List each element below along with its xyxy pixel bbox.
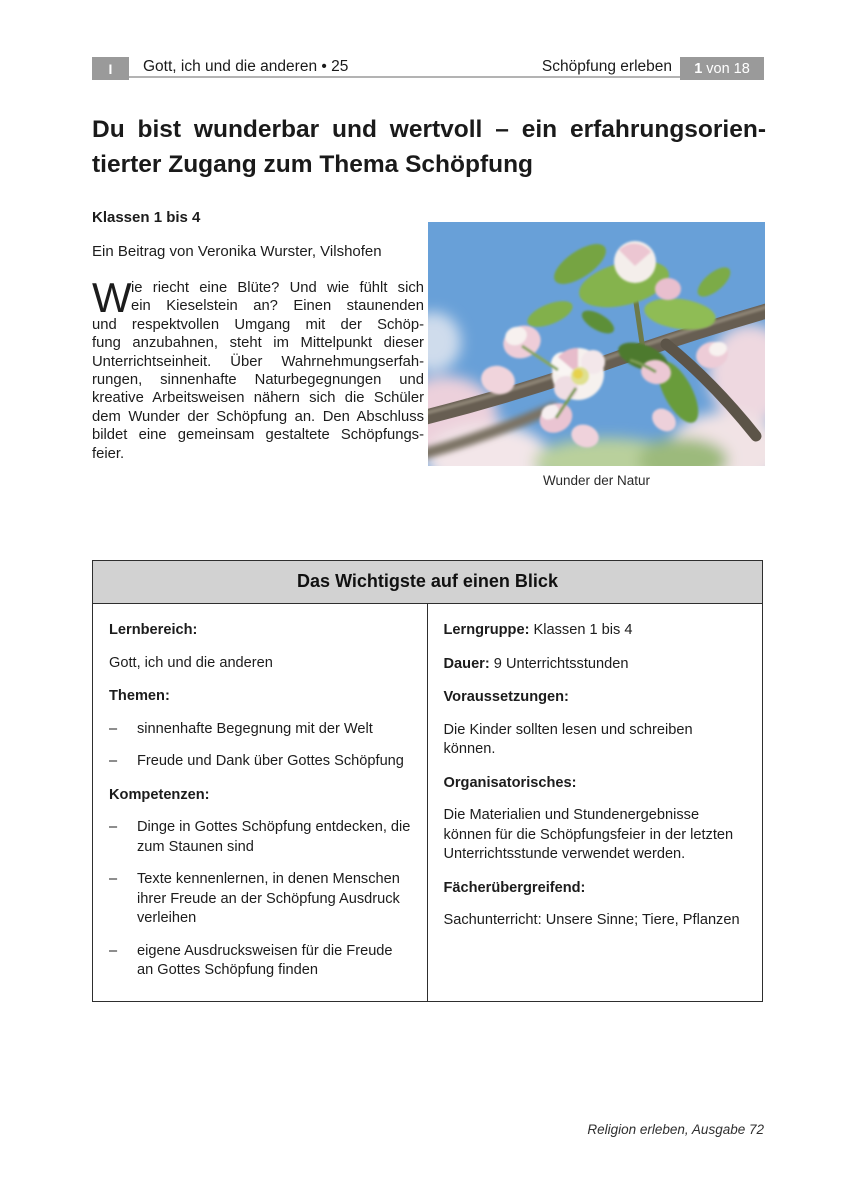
- page-header: [92, 57, 764, 82]
- grade-label: Klassen 1 bis 4: [92, 209, 201, 226]
- header-right-title: Schöpfung erleben: [541, 58, 672, 75]
- lernbereich-label: Lernbereich:: [109, 622, 198, 638]
- faecheruebergreifend-label: Fächerübergreifend:: [443, 879, 586, 896]
- page-current: 1: [694, 60, 703, 77]
- page-footer-imprint: Religion erleben, Ausgabe 72: [587, 1122, 764, 1137]
- intro-line: Unterrichtseinheit. Über Wahrnehmungserfah-: [92, 353, 424, 370]
- list-item-text: Freude und Dank über Gottes Schöpfung: [137, 753, 404, 769]
- byline: Ein Beitrag von Veronika Wurster, Vilshofen: [92, 243, 382, 260]
- overview-right-cell: [428, 604, 763, 1001]
- voraussetzungen-label: Voraussetzungen:: [443, 689, 569, 705]
- overview-box-title: Das Wichtigste auf einen Blick: [93, 561, 762, 604]
- list-item: [109, 942, 411, 981]
- list-item-text: eigene Ausdrucksweisen für die Freude an Gottes Schöpfung finden: [137, 942, 393, 978]
- intro-line: rungen, sinnenhafte Naturbegegnungen und: [92, 372, 424, 389]
- organisatorisches-label: Organisatorisches:: [443, 774, 577, 791]
- apple-blossom-photo: [428, 222, 765, 466]
- list-item-text: Dinge in Gottes Schöpfung entdecken, die zum Staunen sind: [137, 819, 411, 855]
- article-photo-figure: [428, 222, 765, 488]
- overview-box: [92, 560, 763, 1002]
- list-item: [109, 720, 411, 740]
- kompetenzen-label: Kompetenzen:: [109, 786, 210, 803]
- article-title-line2: tierter Zugang zum Thema Schöpfung: [92, 151, 534, 178]
- dash-bullet: –: [109, 819, 118, 835]
- header-rule: [92, 76, 764, 78]
- dropcap: W: [92, 274, 131, 321]
- photo-caption: Wunder der Natur: [542, 473, 651, 488]
- dash-bullet: –: [109, 753, 118, 769]
- intro-line: und respektvollen Umgang mit der Schöp-: [92, 316, 424, 333]
- intro-line: kreative Arbeitsweisen nähern sich die Schüler: [92, 390, 424, 407]
- list-item-text: Texte kennenlernen, in denen Menschen ihrer Freude an der Schöpfung Ausdruck verleihen: [137, 871, 400, 926]
- dash-bullet: –: [109, 720, 118, 737]
- list-item: [109, 870, 411, 929]
- intro-paragraph: [92, 274, 424, 463]
- voraussetzungen-value: Die Kinder sollten lesen und schreiben können.: [443, 721, 693, 757]
- intro-line: ein Kieselstein an? Einen staunenden: [131, 298, 424, 315]
- list-item-text: sinnenhafte Begegnung mit der Welt: [137, 720, 373, 737]
- lernbereich-value: Gott, ich und die anderen: [109, 654, 273, 671]
- page-suffix: von 18: [706, 60, 750, 77]
- article-title: [92, 112, 766, 182]
- overview-left-cell: [93, 604, 428, 1001]
- list-item: [109, 818, 411, 857]
- list-item: [109, 752, 411, 772]
- intro-line: bildet eine gemeinsam gestaltete Schöpfungs-: [92, 427, 424, 444]
- lerngruppe-value: Klassen 1 bis 4: [533, 622, 633, 638]
- section-badge: I: [92, 57, 129, 80]
- lerngruppe-label: Lerngruppe:: [443, 622, 530, 638]
- page-count-badge: [680, 57, 764, 80]
- intro-line: feier.: [92, 445, 125, 462]
- faecheruebergreifend-value: Sachunterricht: Unsere Sinne; Tiere, Pflanzen: [443, 912, 740, 928]
- dash-bullet: –: [109, 942, 118, 959]
- dauer-label: Dauer:: [443, 655, 490, 672]
- intro-line: ie riecht eine Blüte? Und wie fühlt sich: [131, 280, 424, 296]
- header-left-title: Gott, ich und die anderen • 25: [143, 58, 349, 75]
- dash-bullet: –: [109, 871, 118, 887]
- intro-line: fung anzubahnen, steht im Mittelpunkt dieser: [92, 335, 424, 352]
- themen-label: Themen:: [109, 688, 170, 704]
- organisatorisches-value: Die Materialien und Stundenergebnisse können für die Schöpfungsfeier in der letzten Unterrichtsstunde verwendet werden.: [443, 807, 734, 862]
- article-title-line1: Du bist wunderbar und wertvoll – ein erfahrungsorien-: [92, 116, 766, 143]
- lead-text-column: [92, 207, 424, 463]
- dauer-value: 9 Unterrichtsstunden: [493, 655, 629, 672]
- intro-line: dem Wunder der Schöpfung an. Den Abschluss: [92, 408, 424, 425]
- overview-box-columns: [93, 604, 762, 1001]
